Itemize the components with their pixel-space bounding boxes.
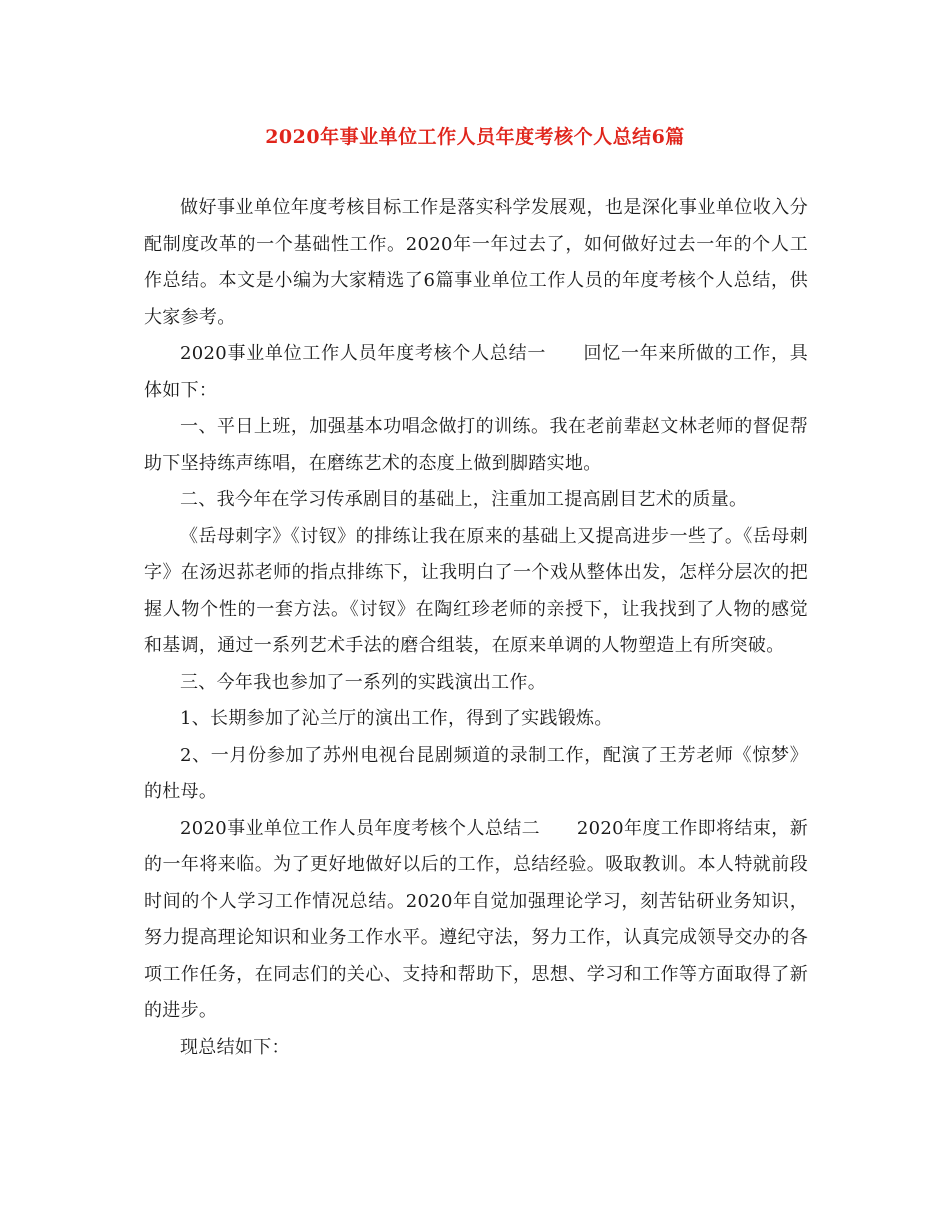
- paragraph-point-one: 一、平日上班，加强基本功唱念做打的训练。我在老前辈赵文林老师的督促帮助下坚持练声练唱，在磨练艺术的态度上做到脚踏实地。: [144, 416, 808, 474]
- paragraph-rehearsal-details: 《岳母刺字》《讨钗》的排练让我在原来的基础上又提高进步一些了。《岳母刺字》在汤迟荪老师的指点排练下，让我明白了一个戏从整体出发，怎样分层次的把握人物个性的一套方法。《讨钗》在陶红珍老师的亲授下，让我找到了人物的感觉和基调，通过一系列艺术手法的磨合组装，在原来单调的人物塑造上有所突破。: [144, 525, 808, 656]
- paragraph-item-two: 2、一月份参加了苏州电视台昆剧频道的录制工作，配演了王芳老师《惊梦》的杜母。: [144, 744, 808, 802]
- paragraph-point-three: 三、今年我也参加了一系列的实践演出工作。: [180, 671, 546, 693]
- paragraph-summary-two: 2020事业单位工作人员年度考核个人总结二 2020年度工作即将结束，新的一年将来临。为了更好地做好以后的工作，总结经验。吸取教训。本人特就前段时间的个人学习工作情况总结。2020年自觉加强理论学习，刻苦钻研业务知识，努力提高理论知识和业务工作水平。遵纪守法，努力工作，认真完成领导交办的各项工作任务，在同志们的关心、支持和帮助下，思想、学习和工作等方面取得了新的进步。: [144, 817, 808, 1021]
- document-title: 2020年事业单位工作人员年度考核个人总结6篇: [265, 126, 685, 148]
- paragraph-summary-one-heading: 2020事业单位工作人员年度考核个人总结一 回忆一年来所做的工作，具体如下：: [144, 343, 808, 401]
- paragraph-point-two: 二、我今年在学习传承剧目的基础上，注重加工提高剧目艺术的质量。: [180, 489, 748, 510]
- paragraph-item-one: 1、长期参加了沁兰厅的演出工作，得到了实践锻炼。: [180, 708, 613, 729]
- document-body: [144, 190, 808, 1066]
- paragraph-intro: 做好事业单位年度考核目标工作是落实科学发展观，也是深化事业单位收入分配制度改革的一个基础性工作。2020年一年过去了，如何做好过去一年的个人工作总结。本文是小编为大家精选了6篇事业单位工作人员的年度考核个人总结，供大家参考。: [144, 197, 808, 328]
- paragraph-conclusion-lead: 现总结如下：: [180, 1036, 290, 1058]
